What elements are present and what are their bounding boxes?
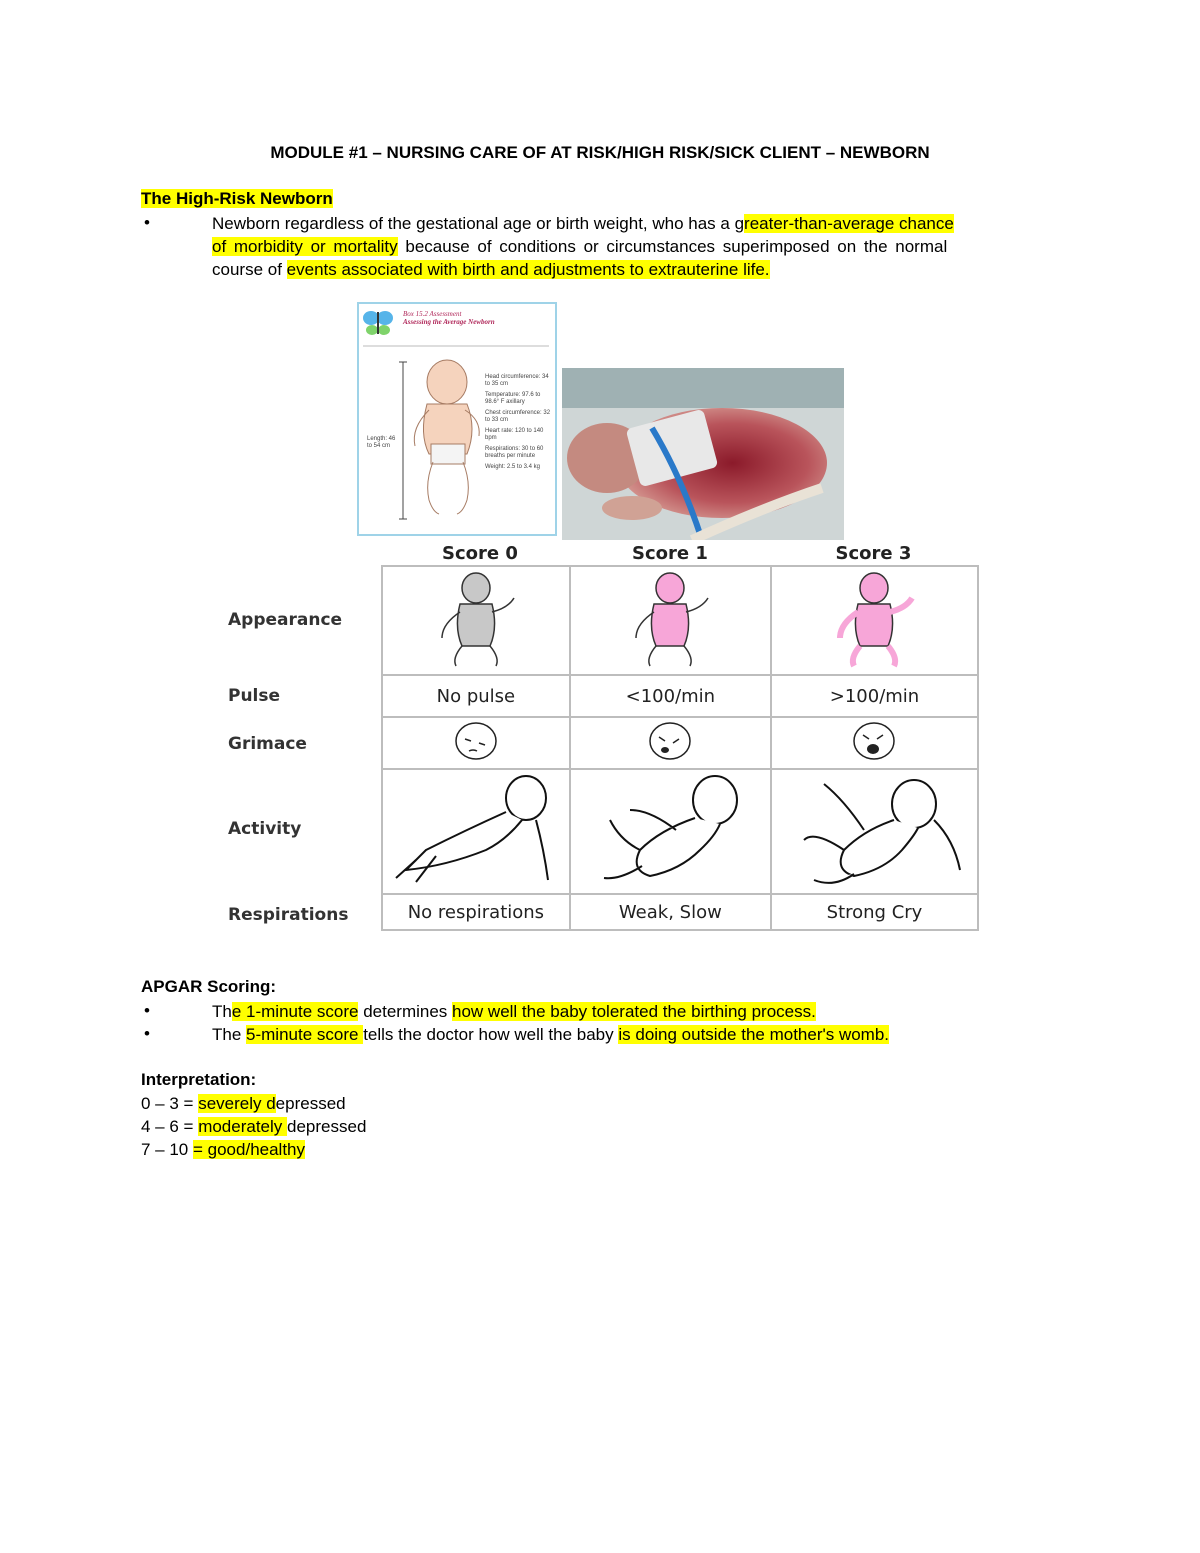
col-header-score-0: Score 0 [442, 543, 518, 564]
appearance-row [382, 566, 978, 675]
appearance-score-1 [570, 566, 771, 675]
interpretation-line-3: 7 – 10 = good/healthy [141, 1140, 306, 1159]
flexed-baby-icon [580, 770, 760, 888]
definition-line-3: course of events associated with birth and adjustments to extrauterine life. [212, 260, 770, 279]
gray-baby-icon [416, 568, 536, 668]
bullet-icon: • [144, 1024, 150, 1043]
bullet-icon: • [144, 1001, 150, 1020]
row-label-respirations: Respirations [228, 905, 349, 925]
row-label-activity: Activity [228, 819, 302, 839]
activity-score-3 [771, 769, 978, 894]
active-baby-icon [784, 770, 964, 888]
activity-row [382, 769, 978, 894]
crying-face-icon [849, 719, 899, 763]
pink-body-baby-icon [610, 568, 730, 668]
limp-baby-icon [386, 770, 566, 888]
apgar-score-table [381, 565, 979, 931]
figure-title: Box 15.2 Assessment Assessing the Average Newborn [403, 310, 495, 326]
average-newborn-figure [357, 302, 557, 536]
definition-line-2: of morbidity or mortality because of conditions or circumstances superimposed on the normal [212, 237, 948, 256]
page-title: MODULE #1 – NURSING CARE OF AT RISK/HIGH RISK/SICK CLIENT – NEWBORN [270, 143, 930, 162]
pink-baby-icon [814, 568, 934, 668]
respirations-score-1: Weak, Slow [570, 894, 771, 930]
pulse-score-0: No pulse [382, 675, 570, 717]
interpretation-line-2: 4 – 6 = moderately depressed [141, 1117, 367, 1136]
grimace-row [382, 717, 978, 769]
col-header-score-1: Score 1 [632, 543, 708, 564]
neutral-face-icon [451, 719, 501, 763]
section-heading-high-risk: The High-Risk Newborn [141, 189, 333, 208]
butterfly-icon [363, 311, 393, 335]
infant-photo-image [562, 368, 844, 540]
premature-infant-photo [562, 368, 844, 540]
grimace-score-1 [570, 717, 771, 769]
grimace-score-3 [771, 717, 978, 769]
length-label: Length: 46 to 54 cm [367, 436, 396, 449]
definition-line-1: Newborn regardless of the gestational age or birth weight, who has a greater-than-average chance [212, 214, 954, 233]
pulse-score-1: <100/min [570, 675, 771, 717]
row-label-pulse: Pulse [228, 686, 281, 706]
apgar-bullet-2: The 5-minute score tells the doctor how well the baby is doing outside the mother's womb. [212, 1025, 890, 1044]
newborn-illustration [414, 360, 479, 514]
interpretation-list [141, 1092, 366, 1161]
newborn-measurements: Head circumference: 34 to 35 cm Temperature: 97.6 to 98.6° F axillary Chest circumference: 32 to 33 cm Heart rate: 120 to 140 bpm Respirations: 30 to 60 breaths per minute Weight: 2.5 to 3.4 kg [485, 374, 551, 470]
apgar-heading: APGAR Scoring: [141, 977, 277, 996]
col-header-score-3: Score 3 [835, 543, 912, 564]
activity-score-1 [570, 769, 771, 894]
respirations-score-0: No respirations [382, 894, 570, 930]
appearance-score-3 [771, 566, 978, 675]
bullet-icon: • [144, 213, 150, 232]
grimace-face-icon [645, 719, 695, 763]
respirations-row [382, 894, 978, 930]
high-risk-definition [212, 212, 1060, 281]
pulse-score-3: >100/min [771, 675, 978, 717]
row-label-appearance: Appearance [228, 610, 343, 630]
row-label-grimace: Grimace [228, 734, 307, 754]
pulse-row [382, 675, 978, 717]
interpretation-heading: Interpretation: [141, 1070, 257, 1089]
interpretation-line-1: 0 – 3 = severely depressed [141, 1094, 346, 1113]
apgar-chart [215, 538, 985, 938]
appearance-score-0 [382, 566, 570, 675]
apgar-bullet-1: The 1-minute score determines how well the baby tolerated the birthing process. [212, 1002, 816, 1021]
grimace-score-0 [382, 717, 570, 769]
activity-score-0 [382, 769, 570, 894]
respirations-score-3: Strong Cry [771, 894, 978, 930]
